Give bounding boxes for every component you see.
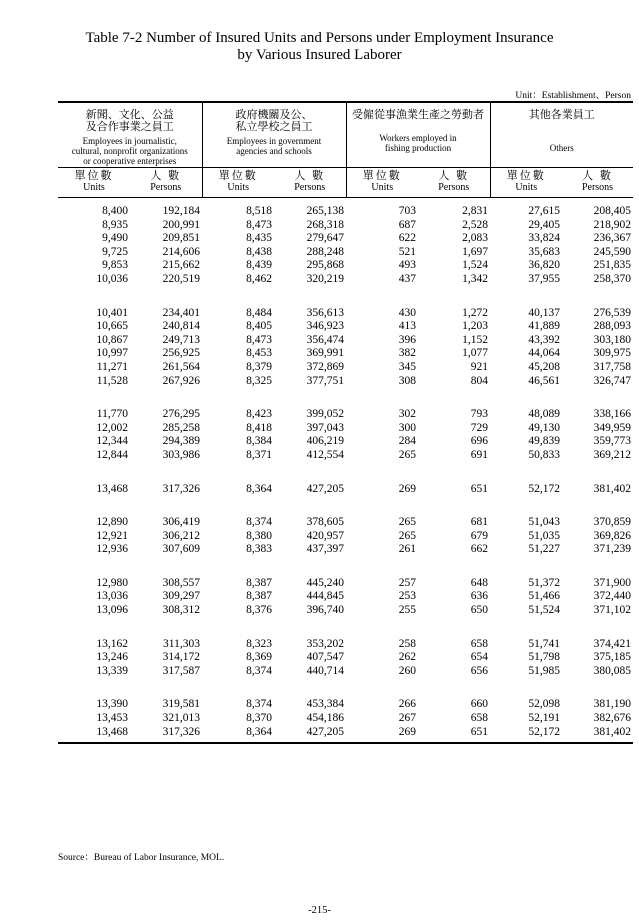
table-cell: 214,606 (162, 245, 200, 258)
table-cell: 2,528 (462, 218, 489, 231)
table-row (58, 516, 633, 530)
sub-header-persons: 人 數 Persons (562, 168, 633, 198)
table-row (58, 712, 633, 726)
table-cell: 381,402 (593, 482, 632, 495)
table-row (58, 638, 633, 652)
table-cell: 8,380 (246, 529, 272, 542)
table-row (58, 320, 633, 334)
table-cell: 2,831 (462, 205, 489, 217)
table-cell: 295,868 (306, 259, 345, 272)
table-cell: 317,587 (162, 664, 200, 677)
table-cell: 654 (470, 651, 489, 664)
table-cell: 8,405 (246, 320, 272, 333)
table-cell: 308,312 (162, 604, 200, 617)
table-cell: 382,676 (593, 712, 632, 725)
table-row (58, 246, 633, 260)
table-cell: 382 (398, 347, 417, 360)
table-cell: 406,219 (306, 435, 345, 448)
table-cell: 399,052 (306, 408, 345, 421)
group-header-journalistic: 新聞、文化、公益 及合作事業之員工 Employees in journalistic, cultural, nonprofit organizations or cooperative enterprises (58, 102, 202, 168)
table-cell: 493 (398, 259, 417, 272)
table-row (58, 698, 633, 712)
table-cell: 51,466 (528, 590, 561, 603)
table-cell: 302 (398, 408, 417, 421)
table-row (58, 577, 633, 591)
table-cell: 285,258 (162, 421, 200, 434)
table-cell: 303,180 (593, 333, 632, 346)
table-cell: 218,902 (593, 218, 632, 231)
table-cell: 51,798 (528, 651, 561, 664)
table-cell: 40,137 (528, 306, 561, 319)
table-cell: 208,405 (593, 205, 632, 217)
table-row (58, 435, 633, 449)
table-cell: 11,271 (96, 360, 128, 373)
table-cell: 308 (398, 374, 417, 387)
table-cell: 8,453 (246, 347, 272, 360)
table-cell: 338,166 (593, 408, 632, 421)
table-cell: 13,096 (96, 604, 128, 617)
table-cell: 27,615 (528, 205, 561, 217)
table-cell: 8,374 (246, 664, 272, 677)
table-cell: 371,239 (593, 543, 632, 556)
table-cell: 381,190 (593, 698, 632, 711)
table-cell: 356,474 (306, 333, 345, 346)
table-cell: 375,185 (593, 651, 632, 664)
table-cell: 51,035 (528, 529, 561, 542)
table-cell: 8,370 (246, 712, 272, 725)
table-cell: 8,374 (246, 516, 272, 529)
table-body (58, 198, 633, 744)
table-cell: 10,665 (96, 320, 128, 333)
table-cell: 300 (398, 421, 417, 434)
table-row (58, 543, 633, 557)
table-cell: 381,402 (593, 725, 632, 738)
sub-header-units: 單位數 Units (202, 168, 274, 198)
table-cell: 43,392 (528, 333, 561, 346)
table-cell: 8,383 (246, 543, 272, 556)
table-cell: 8,364 (246, 725, 272, 738)
table-cell: 8,323 (246, 637, 272, 650)
table-cell: 651 (470, 725, 489, 738)
table-cell: 51,741 (528, 637, 561, 650)
table-cell: 656 (470, 664, 489, 677)
table-row (58, 205, 633, 219)
gap-row (58, 557, 633, 577)
table-cell: 200,991 (162, 218, 200, 231)
table-cell: 13,246 (96, 651, 128, 664)
table-cell: 8,325 (246, 374, 272, 387)
table-cell: 1,077 (462, 347, 489, 360)
table-cell: 353,202 (306, 637, 345, 650)
table-cell: 267,926 (162, 374, 200, 387)
table-cell: 427,205 (306, 482, 345, 495)
table-cell: 44,064 (528, 347, 561, 360)
gap-row (58, 287, 633, 307)
table-row (58, 334, 633, 348)
group-header-row (58, 102, 633, 168)
table-cell: 314,172 (162, 651, 200, 664)
table-cell: 1,524 (462, 259, 489, 272)
sub-header-persons: 人 數 Persons (418, 168, 490, 198)
table-cell: 49,130 (528, 421, 561, 434)
table-cell: 359,773 (593, 435, 632, 448)
table-cell: 294,389 (162, 435, 200, 448)
group-header-others: 其他各業員工 Others (490, 102, 633, 168)
table-cell: 427,205 (306, 725, 345, 738)
table-cell: 51,372 (528, 576, 561, 589)
table-cell: 265 (398, 448, 417, 461)
table-cell: 8,374 (246, 698, 272, 711)
table-cell: 13,468 (96, 725, 128, 738)
table-cell: 8,438 (246, 245, 272, 258)
table-cell: 8,935 (102, 218, 128, 231)
table-cell: 412,554 (306, 448, 345, 461)
table-cell: 265 (398, 529, 417, 542)
table-cell: 269 (398, 482, 417, 495)
table-cell: 49,839 (528, 435, 561, 448)
table-cell: 209,851 (162, 232, 200, 245)
table-cell: 691 (470, 448, 489, 461)
table-cell: 267 (398, 712, 417, 725)
table-cell: 1,342 (462, 272, 489, 285)
table-cell: 648 (470, 576, 489, 589)
table-cell: 12,890 (96, 516, 128, 529)
table-cell: 349,959 (593, 421, 632, 434)
gap-row (58, 388, 633, 408)
table-cell: 321,013 (162, 712, 200, 725)
table-cell: 437 (398, 272, 417, 285)
table-row (58, 590, 633, 604)
title-line-1: Table 7-2 Number of Insured Units and Persons under Employment Insurance (85, 30, 554, 46)
table-cell: 8,364 (246, 482, 272, 495)
sub-header-units: 單位數 Units (346, 168, 418, 198)
table-cell: 255 (398, 604, 417, 617)
table-cell: 13,036 (96, 590, 128, 603)
table-cell: 8,384 (246, 435, 272, 448)
table-cell: 622 (398, 232, 417, 245)
table-row (58, 361, 633, 375)
table-row (58, 273, 633, 287)
table-cell: 12,002 (96, 421, 128, 434)
table-cell: 9,490 (102, 232, 128, 245)
table-cell: 378,605 (306, 516, 345, 529)
table-cell: 236,367 (593, 232, 632, 245)
table-cell: 430 (398, 306, 417, 319)
table-cell: 253 (398, 590, 417, 603)
table-cell: 370,859 (593, 516, 632, 529)
table-cell: 51,985 (528, 664, 561, 677)
table-cell: 8,462 (246, 272, 272, 285)
table-row (58, 422, 633, 436)
table-cell: 681 (470, 516, 489, 529)
table-cell: 8,435 (246, 232, 272, 245)
table-cell: 8,376 (246, 604, 272, 617)
table-cell: 8,423 (246, 408, 272, 421)
table-cell: 309,975 (593, 347, 632, 360)
table-cell: 2,083 (462, 232, 489, 245)
table-cell: 10,036 (96, 272, 128, 285)
table-cell: 256,925 (162, 347, 200, 360)
table-cell: 268,318 (306, 218, 345, 231)
table-cell: 50,833 (528, 448, 561, 461)
table-cell: 10,867 (96, 333, 128, 346)
table-cell: 804 (470, 374, 489, 387)
table-cell: 13,390 (96, 698, 128, 711)
table-cell: 192,184 (162, 205, 200, 217)
table-cell: 8,518 (246, 205, 272, 217)
gap-row (58, 496, 633, 516)
table-cell: 10,997 (96, 347, 128, 360)
table-cell: 356,613 (306, 306, 345, 319)
table-row (58, 232, 633, 246)
table-cell: 249,713 (162, 333, 200, 346)
table-cell: 52,098 (528, 698, 561, 711)
table-cell: 703 (398, 205, 417, 217)
table-cell: 445,240 (306, 576, 345, 589)
table-cell: 29,405 (528, 218, 561, 231)
table-cell: 308,557 (162, 576, 200, 589)
table-cell: 521 (398, 245, 417, 258)
table-cell: 729 (470, 421, 489, 434)
table-cell: 52,172 (528, 725, 561, 738)
unit-note: Unit：Establishment、Person (515, 91, 631, 101)
table-cell: 258 (398, 637, 417, 650)
table-cell: 372,869 (306, 360, 345, 373)
table-cell: 51,227 (528, 543, 561, 556)
table-cell: 396,740 (306, 604, 345, 617)
table-cell: 8,484 (246, 306, 272, 319)
table-cell: 413 (398, 320, 417, 333)
table-cell: 921 (470, 360, 489, 373)
table-cell: 52,172 (528, 482, 561, 495)
table-cell: 13,453 (96, 712, 128, 725)
table-cell: 260 (398, 664, 417, 677)
table-cell: 12,844 (96, 448, 128, 461)
table-cell: 220,519 (162, 272, 200, 285)
table-cell: 371,102 (593, 604, 632, 617)
table-cell: 41,889 (528, 320, 561, 333)
table-cell: 257 (398, 576, 417, 589)
group-header-government: 政府機關及公、 私立學校之員工 Employees in government agencies and schools (202, 102, 346, 168)
table-cell: 8,418 (246, 421, 272, 434)
table-cell: 251,835 (593, 259, 632, 272)
table-cell: 636 (470, 590, 489, 603)
table-cell: 660 (470, 698, 489, 711)
table-cell: 284 (398, 435, 417, 448)
table-cell: 319,581 (162, 698, 200, 711)
table-cell: 240,814 (162, 320, 200, 333)
table-cell: 311,303 (163, 637, 200, 650)
endline-row (58, 739, 633, 743)
table-cell: 269 (398, 725, 417, 738)
table-cell: 1,203 (462, 320, 489, 333)
table-cell: 8,387 (246, 590, 272, 603)
table-cell: 8,379 (246, 360, 272, 373)
table-cell: 696 (470, 435, 489, 448)
sub-header-persons: 人 數 Persons (274, 168, 346, 198)
table-cell: 13,339 (96, 664, 128, 677)
table-cell: 266 (398, 698, 417, 711)
table-cell: 13,162 (96, 637, 128, 650)
group-header-fishing: 受僱從事漁業生產之勞動者 Workers employed in fishing production (346, 102, 490, 168)
table-cell: 1,697 (462, 245, 489, 258)
table-row (58, 726, 633, 740)
table-cell: 380,085 (593, 664, 632, 677)
table-cell: 51,043 (528, 516, 561, 529)
title-line-2: by Various Insured Laborer (237, 47, 402, 63)
table-cell: 420,957 (306, 529, 345, 542)
table-cell: 317,326 (162, 725, 200, 738)
table-cell: 303,986 (162, 448, 200, 461)
table-cell: 8,473 (246, 333, 272, 346)
table-cell: 326,747 (593, 374, 632, 387)
sub-header-row (58, 168, 633, 198)
table-cell: 8,400 (102, 205, 128, 217)
table-cell: 12,344 (96, 435, 128, 448)
table-row (58, 259, 633, 273)
table-cell: 377,751 (306, 374, 345, 387)
table-cell: 12,936 (96, 543, 128, 556)
table-cell: 46,561 (528, 374, 561, 387)
table-cell: 261,564 (162, 360, 200, 373)
table-row (58, 219, 633, 233)
table-cell: 374,421 (593, 637, 632, 650)
table-cell: 453,384 (306, 698, 345, 711)
gap-row (58, 678, 633, 698)
table-cell: 8,371 (246, 448, 272, 461)
table-cell: 45,208 (528, 360, 561, 373)
table-cell: 276,295 (162, 408, 200, 421)
table-cell: 650 (470, 604, 489, 617)
table-cell: 369,991 (306, 347, 345, 360)
top-space-row (58, 198, 633, 206)
table-cell: 261 (398, 543, 417, 556)
table-cell: 346,923 (306, 320, 345, 333)
table-cell: 48,089 (528, 408, 561, 421)
table-cell: 444,845 (306, 590, 345, 603)
table-cell: 245,590 (593, 245, 632, 258)
table-cell: 309,297 (162, 590, 200, 603)
table-cell: 1,152 (462, 333, 489, 346)
table-cell: 397,043 (306, 421, 345, 434)
table-cell: 440,714 (306, 664, 345, 677)
table-cell: 320,219 (306, 272, 345, 285)
table-cell: 679 (470, 529, 489, 542)
insurance-table (58, 101, 633, 744)
table-cell: 52,191 (528, 712, 561, 725)
table-cell: 437,397 (306, 543, 345, 556)
table-cell: 8,439 (246, 259, 272, 272)
page-number: -215- (308, 905, 331, 916)
table-cell: 9,725 (102, 245, 128, 258)
table-cell: 396 (398, 333, 417, 346)
table-cell: 8,473 (246, 218, 272, 231)
table-cell: 8,369 (246, 651, 272, 664)
table-row (58, 530, 633, 544)
table-cell: 37,955 (528, 272, 561, 285)
source-note: Source：Bureau of Labor Insurance, MOL. (58, 853, 225, 863)
table-cell: 306,212 (162, 529, 200, 542)
table-cell: 371,900 (593, 576, 632, 589)
sub-header-persons: 人 數 Persons (130, 168, 202, 198)
table-row (58, 408, 633, 422)
table-cell: 793 (470, 408, 489, 421)
table-cell: 454,186 (306, 712, 345, 725)
table-cell: 12,921 (96, 529, 128, 542)
table-cell: 262 (398, 651, 417, 664)
table-cell: 1,272 (462, 306, 489, 319)
table-cell: 658 (470, 637, 489, 650)
table-row (58, 651, 633, 665)
table-cell: 12,980 (96, 576, 128, 589)
table-cell: 317,326 (162, 482, 200, 495)
table-cell: 13,468 (96, 482, 128, 495)
table-cell: 307,609 (162, 543, 200, 556)
table-cell: 11,770 (96, 408, 128, 421)
table-cell: 651 (470, 482, 489, 495)
table-cell: 265 (398, 516, 417, 529)
table-cell: 265,138 (306, 205, 345, 217)
table-cell: 11,528 (96, 374, 128, 387)
table-cell: 36,820 (528, 259, 561, 272)
gap-row (58, 463, 633, 483)
table-cell: 288,248 (306, 245, 345, 258)
table-cell: 51,524 (528, 604, 561, 617)
table-cell: 288,093 (593, 320, 632, 333)
table-cell: 215,662 (162, 259, 200, 272)
table-cell: 35,683 (528, 245, 561, 258)
table-cell: 8,387 (246, 576, 272, 589)
table-row (58, 665, 633, 679)
table-row (58, 375, 633, 389)
table-cell: 687 (398, 218, 417, 231)
table-row (58, 307, 633, 321)
table-cell: 345 (398, 360, 417, 373)
table-cell: 658 (470, 712, 489, 725)
table-title (0, 30, 639, 64)
table-cell: 407,547 (306, 651, 345, 664)
table-cell: 317,758 (593, 360, 632, 373)
sub-header-units: 單位數 Units (58, 168, 130, 198)
table-row (58, 604, 633, 618)
sub-header-units: 單位數 Units (490, 168, 562, 198)
table-cell: 662 (470, 543, 489, 556)
table-row (58, 347, 633, 361)
table-cell: 372,440 (593, 590, 632, 603)
table-cell: 306,419 (162, 516, 200, 529)
table-cell: 279,647 (306, 232, 345, 245)
table-cell: 9,853 (102, 259, 128, 272)
table-cell: 258,370 (593, 272, 632, 285)
table-cell: 10,401 (96, 306, 128, 319)
table-cell: 234,401 (162, 306, 200, 319)
table-cell: 33,824 (528, 232, 561, 245)
table-cell: 369,212 (593, 448, 632, 461)
table-cell: 369,826 (593, 529, 632, 542)
table-row (58, 449, 633, 463)
table-cell: 276,539 (593, 306, 632, 319)
table-row (58, 483, 633, 497)
gap-row (58, 618, 633, 638)
